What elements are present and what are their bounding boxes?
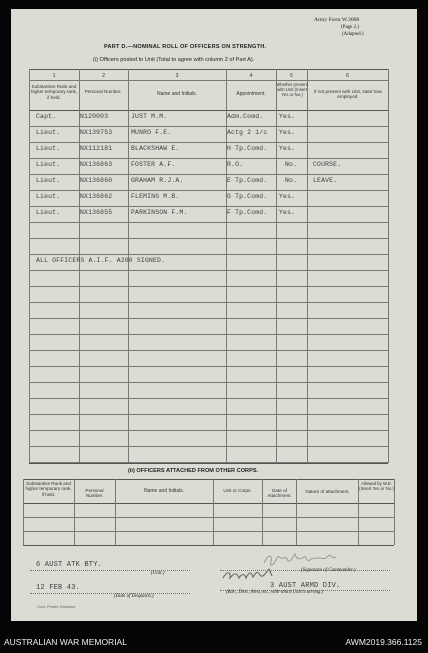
header-name: Name and Initials. — [156, 91, 198, 97]
archive-caption-left: AUSTRALIAN WAR MEMORIAL — [4, 637, 127, 647]
ruled-line — [29, 334, 388, 335]
present-cell: No. — [285, 161, 298, 168]
appointment-cell: G Tp.Comd. — [227, 193, 268, 200]
name-cell: FLEMING M.B. — [131, 193, 180, 200]
rank-cell: Lieut. — [36, 129, 61, 136]
ruled-line — [29, 126, 388, 127]
ruled-line — [29, 190, 388, 191]
rank-cell: Capt. — [36, 113, 57, 120]
printer-note: Govt. Printer, Brisbane. — [37, 605, 77, 609]
formation-label: (Bde., Divn., Area, etc., with which Unit is serving.) — [226, 590, 324, 595]
signature-label: (Signature of Commander.) — [301, 568, 356, 573]
present-cell: Yes. — [279, 209, 296, 216]
ruled-line — [29, 158, 388, 159]
t2-header-date: Date of Attachment. — [267, 488, 292, 499]
header-present: Whether present with Unit (Insert Yes or No.) — [276, 82, 308, 97]
ruled-line — [29, 446, 388, 447]
rank-cell: Lieut. — [36, 177, 61, 184]
ruled-line — [29, 398, 388, 399]
ruled-line — [29, 414, 388, 415]
name-cell: PARKINSON F.M. — [131, 209, 188, 216]
number-cell: NX139753 — [80, 129, 113, 136]
form-title: PART D.—NOMINAL ROLL OF OFFICERS ON STRENGTH. — [104, 44, 267, 50]
employed-cell: LEAVE. — [313, 177, 338, 184]
ruled-line — [29, 222, 388, 223]
appointment-cell: Actg 2 i/c — [227, 129, 268, 136]
present-cell: Yes. — [279, 145, 296, 152]
formation-value: 3 AUST ARMD DIV. — [270, 582, 341, 590]
ruled-line — [29, 430, 388, 431]
number-cell: NX136863 — [80, 161, 113, 168]
t2-header-allowed: Allowed by W.E. (Insert Yes or No.) — [359, 481, 394, 491]
name-cell: FOSTER A.F. — [131, 161, 176, 168]
rank-cell: Lieut. — [36, 209, 61, 216]
ruled-line — [29, 270, 388, 271]
column-number: 2 — [102, 73, 105, 79]
rank-cell: Lieut. — [36, 193, 61, 200]
present-cell: Yes. — [279, 129, 296, 136]
header-personal-number: Personal Number. — [84, 89, 122, 94]
commander-signature — [220, 551, 360, 583]
adapted-note: (Adapted.) — [342, 32, 364, 37]
ruled-line — [29, 238, 388, 239]
name-cell: MUNRO F.E. — [131, 129, 172, 136]
name-cell: BLACKSHAW E. — [131, 145, 180, 152]
date-label: (Date of Despatch.) — [114, 594, 154, 599]
ruled-line — [29, 382, 388, 383]
ruled-line — [29, 142, 388, 143]
appointment-cell: F Tp.Comd. — [227, 209, 268, 216]
column-number: 6 — [346, 73, 349, 79]
number-cell: N120003 — [80, 113, 109, 120]
ruled-line — [29, 366, 388, 367]
page-note: (Page 2.) — [341, 25, 360, 30]
t2-header-personal-number: Personal Number. — [85, 488, 104, 499]
employed-cell: COURSE. — [313, 161, 342, 168]
ruled-line — [29, 206, 388, 207]
t2-header-rank: Substantive Rank and higher temporary rank, if held. — [25, 481, 72, 497]
present-cell: Yes. — [279, 113, 296, 120]
header-employed: If not present with Unit, state how employed. — [314, 89, 382, 100]
rank-cell: Lieut. — [36, 161, 61, 168]
document-page — [11, 9, 417, 621]
number-cell: NX136860 — [80, 177, 113, 184]
section-1-title: (i) Officers posted to Unit (Total to agree with column 2 of Part A). — [93, 57, 255, 63]
t2-header-nature: Nature of attachment. — [305, 489, 350, 494]
appointment-cell: H Tp.Comd. — [227, 145, 268, 152]
army-form-number: Army Form W.3008 — [314, 17, 360, 23]
ruled-line — [29, 462, 388, 463]
ruled-line — [29, 174, 388, 175]
appointment-cell: E Tp.Comd. — [227, 177, 268, 184]
column-number: 5 — [290, 73, 293, 79]
date-value: 12 FEB 43. — [36, 584, 81, 592]
ruled-line — [29, 318, 388, 319]
ruled-line — [29, 302, 388, 303]
t2-header-name: Name and Initials. — [143, 488, 185, 494]
column-number: 3 — [175, 73, 179, 79]
unit-label: (Unit.) — [151, 571, 165, 576]
number-cell: NX112181 — [80, 145, 113, 152]
header-rank: Substantive Rank and higher temporary rank, if held. — [30, 84, 78, 100]
section-2-title: (ii) OFFICERS ATTACHED FROM OTHER CORPS. — [128, 468, 259, 474]
t2-header-unit: Unit or Corps. — [223, 488, 252, 493]
name-cell: JUST M.M. — [131, 113, 168, 120]
rank-cell: Lieut. — [36, 145, 61, 152]
ruled-line — [29, 350, 388, 351]
archive-caption-right: AWM2019.366.1125 — [345, 637, 422, 647]
present-cell: No. — [285, 177, 298, 184]
number-cell: NX136855 — [80, 209, 113, 216]
officers-note: ALL OFFICERS A.I.F. A200 SIGNED. — [36, 257, 166, 264]
appointment-cell: R.O. — [227, 161, 244, 168]
appointment-cell: Adm.Comd. — [227, 113, 264, 120]
column-number: 4 — [249, 73, 253, 79]
ruled-line — [29, 286, 388, 287]
ruled-line — [29, 254, 388, 255]
present-cell: Yes. — [279, 193, 296, 200]
name-cell: GRAHAM R.J.A. — [131, 177, 184, 184]
number-cell: NX136862 — [80, 193, 113, 200]
header-appointment: Appointment. — [236, 91, 266, 97]
column-number: 1 — [52, 73, 56, 79]
unit-value: 6 AUST ATK BTY. — [36, 561, 103, 569]
